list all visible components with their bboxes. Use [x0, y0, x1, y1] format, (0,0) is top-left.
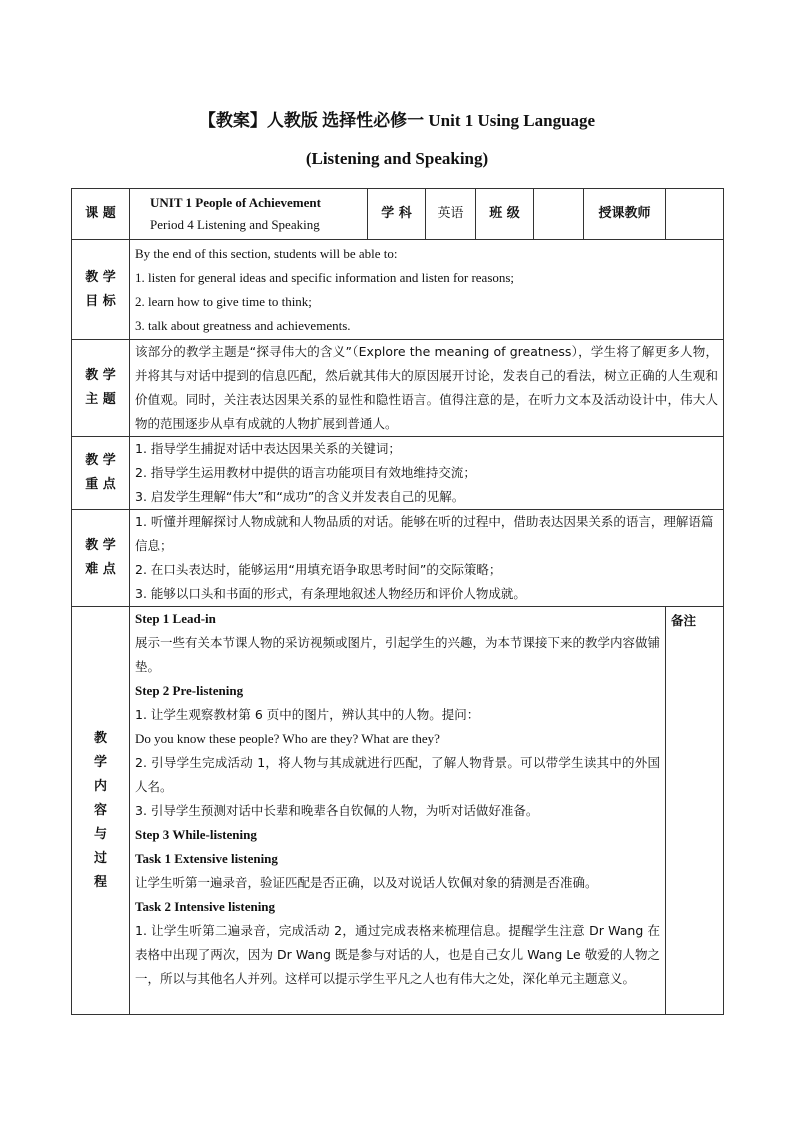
- unit-title: UNIT 1 People of Achievement: [150, 195, 321, 210]
- lesson-plan-table: [71, 188, 724, 1015]
- difficulties-row: [72, 510, 724, 607]
- difficulties-content: [130, 510, 724, 607]
- objectives-line: By the end of this section, students will be able to:: [135, 246, 398, 261]
- step2-title: Step 2 Pre-listening: [135, 683, 244, 698]
- teacher-label: 授课教师: [584, 189, 666, 240]
- course-label: 课 题: [72, 189, 130, 240]
- step1-title: Step 1 Lead-in: [135, 611, 216, 626]
- step2-line: 3. 引导学生预测对话中长辈和晚辈各自钦佩的人物，为听对话做好准备。: [135, 803, 539, 818]
- teacher-value: [666, 189, 724, 240]
- key-points-row: [72, 437, 724, 510]
- course-title-cell: [130, 189, 368, 240]
- class-value: [534, 189, 584, 240]
- objectives-line: 2. learn how to give time to think;: [135, 294, 312, 309]
- class-label: 班 级: [476, 189, 534, 240]
- objectives-line: 3. talk about greatness and achievements.: [135, 318, 351, 333]
- step3-title: Step 3 While-listening: [135, 827, 257, 842]
- objectives-line: 1. listen for general ideas and specific information and listen for reasons;: [135, 270, 515, 285]
- process-content: [130, 607, 666, 1015]
- theme-row: [72, 340, 724, 437]
- theme-content: 该部分的教学主题是“探寻伟大的含义”（Explore the meaning of greatness），学生将了解更多人物，并将其与对话中提到的信息匹配，然后就其伟大的原因展开讨论，发表自己的看法，树立正确的人生观和价值观。同时，关注表达因果关系的显性和隐性语言。值得注意的是，在听力文本及活动设计中，伟大人物的范围逐步从卓有成就的人物扩展到普通人。: [130, 340, 724, 437]
- subject-label: 学 科: [368, 189, 426, 240]
- notes-label: 备注: [666, 607, 724, 1015]
- step2-line: 1. 让学生观察教材第 6 页中的图片，辨认其中的人物。提问：: [135, 707, 480, 722]
- objectives-row: [72, 240, 724, 340]
- difficulty-line: 2. 在口头表达时，能够运用“用填充语争取思考时间”的交际策略；: [135, 562, 502, 577]
- key-points-content: [130, 437, 724, 510]
- step2-question: Do you know these people? Who are they? What are they?: [135, 731, 440, 746]
- period-title: Period 4 Listening and Speaking: [150, 217, 320, 232]
- difficulty-line: 3. 能够以口头和书面的形式，有条理地叙述人物经历和评价人物成就。: [135, 586, 526, 601]
- theme-label: 教 学 主 题: [72, 340, 130, 437]
- key-point-line: 1. 指导学生捕捉对话中表达因果关系的关键词；: [135, 441, 401, 456]
- document-title: 【教案】人教版 选择性必修一 Unit 1 Using Language: [198, 111, 596, 130]
- subject-value: 英语: [426, 189, 476, 240]
- objectives-label: 教 学 目 标: [72, 240, 130, 340]
- key-points-label: 教 学 重 点: [72, 437, 130, 510]
- process-label: 教 学 内 容 与 过 程: [72, 607, 130, 1015]
- objectives-content: [130, 240, 724, 340]
- task2-text: 1. 让学生听第二遍录音，完成活动 2，通过完成表格来梳理信息。提醒学生注意 Dr Wang 在表格中出现了两次，因为 Dr Wang 既是参与对话的人，也是自己女儿 Wang Le 敬爱的人物之一，所以与其他名人并列。这样可以提示学生平凡之人也有伟大之处，深化单元主题意义。: [135, 923, 660, 986]
- step2-line: 2. 引导学生完成活动 1，将人物与其成就进行匹配，了解人物背景。可以带学生读其中的外国人名。: [135, 755, 660, 794]
- difficulty-line: 1. 听懂并理解探讨人物成就和人物品质的对话。能够在听的过程中，借助表达因果关系的语言，理解语篇信息；: [135, 514, 714, 553]
- task2-title: Task 2 Intensive listening: [135, 899, 276, 914]
- header-row: [72, 189, 724, 240]
- key-point-line: 3. 启发学生理解“伟大”和“成功”的含义并发表自己的见解。: [135, 489, 465, 504]
- task1-text: 让学生听第一遍录音，验证匹配是否正确，以及对说话人钦佩对象的猜测是否准确。: [135, 875, 598, 890]
- key-point-line: 2. 指导学生运用教材中提供的语言功能项目有效地维持交流；: [135, 465, 476, 480]
- process-row: [72, 607, 724, 1015]
- document-subtitle: (Listening and Speaking): [305, 149, 489, 168]
- difficulties-label: 教 学 难 点: [72, 510, 130, 607]
- task1-title: Task 1 Extensive listening: [135, 851, 278, 866]
- step1-text: 展示一些有关本节课人物的采访视频或图片，引起学生的兴趣，为本节课接下来的教学内容做铺垫。: [135, 635, 661, 674]
